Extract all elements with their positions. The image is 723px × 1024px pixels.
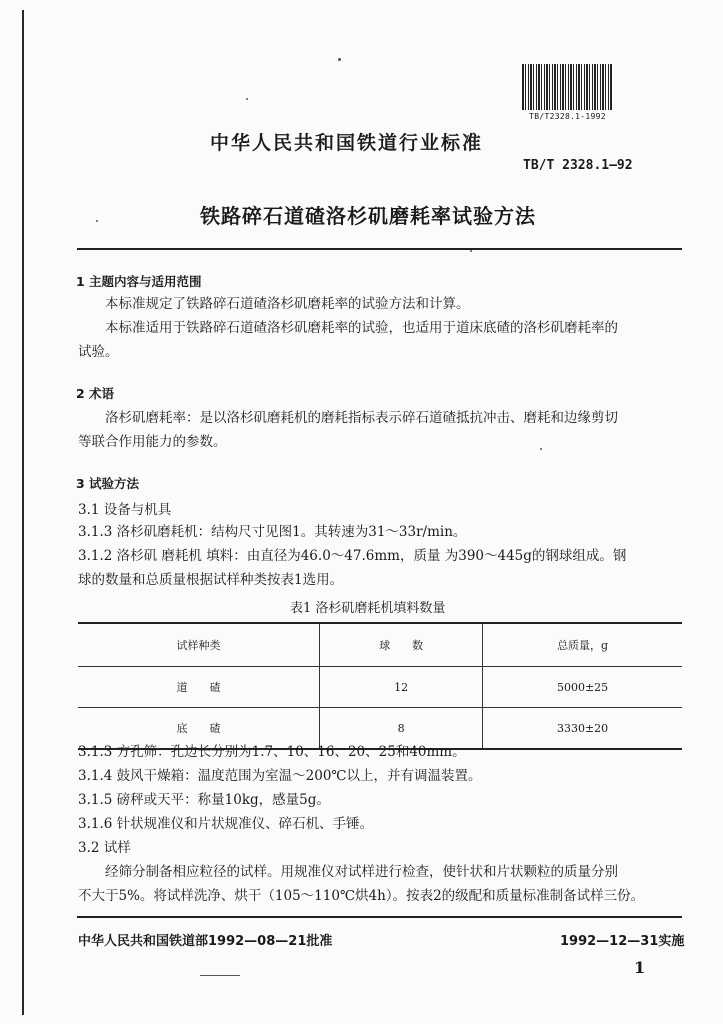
section-2-para-line-1: 洛杉矶磨耗率：是以洛杉矶磨耗机的磨耗指标表示碎石道碴抵抗冲击、磨耗和边缘剪切	[105, 410, 618, 426]
table-cell: 5000±25	[483, 667, 682, 708]
table-1	[78, 622, 682, 750]
scan-speck	[246, 98, 248, 100]
table-row	[78, 667, 682, 708]
issuing-organization: 中华人民共和国铁道行业标准	[210, 132, 484, 154]
table-header-row	[78, 623, 682, 667]
section-1-heading: 1 主题内容与适用范围	[76, 274, 202, 289]
clause-3-1-2-line-2: 球的数量和总质量根据试样种类按表1选用。	[78, 572, 344, 588]
section-1-para-2-line-2: 试验。	[78, 344, 119, 360]
scan-speck	[540, 448, 542, 450]
clause-3-1-5: 3.1.5 磅秤或天平：称量10kg，感量5g。	[78, 792, 330, 808]
table-cell: 8	[320, 708, 483, 750]
table-cell: 12	[320, 667, 483, 708]
title-divider	[77, 248, 682, 250]
table-header-sample-type: 试样种类	[78, 623, 320, 667]
section-2-heading: 2 术语	[76, 386, 115, 401]
clause-3-1-4: 3.1.4 鼓风干燥箱：温度范围为室温～200℃以上，并有调温装置。	[78, 768, 482, 784]
section-2-para-line-2: 等联合作用能力的参数。	[78, 434, 227, 450]
table-cell: 3330±20	[483, 708, 682, 750]
standard-number: TB/T 2328.1—92	[523, 158, 633, 173]
page-number: 1	[634, 958, 646, 977]
section-3-heading: 3 试验方法	[76, 476, 140, 491]
section-3-2-para-line-1: 经筛分制备相应粒径的试样。用规准仪对试样进行检查，使针状和片状颗粒的质量分别	[105, 864, 618, 880]
barcode-code: TB/T2328.1-1992	[529, 112, 606, 121]
clause-3-1-2-line-1: 3.1.2 洛杉矶 磨耗机 填料：由直径为46.0～47.6mm，质量 为390～445g的钢球组成。钢	[78, 548, 627, 564]
scan-speck	[96, 220, 98, 222]
document-title: 铁路碎石道碴洛杉矶磨耗率试验方法	[200, 204, 536, 228]
section-1-para-2-line-1: 本标准适用于铁路碎石道碴洛杉矶磨耗率的试验，也适用于道床底碴的洛杉矶磨耗率的	[105, 320, 618, 336]
clause-3-1-6: 3.1.6 针状规准仪和片状规准仪、碎石机、手锤。	[78, 816, 374, 832]
section-3-1-heading: 3.1 设备与机具	[78, 502, 172, 518]
effective-date: 1992—12—31实施	[560, 934, 685, 949]
barcode	[520, 64, 615, 120]
section-3-2-heading: 3.2 试样	[78, 840, 131, 856]
section-1-para-1: 本标准规定了铁路碎石道碴洛杉矶磨耗率的试验方法和计算。	[105, 296, 470, 312]
approval-date: 中华人民共和国铁道部1992—08—21批准	[78, 934, 333, 949]
section-3-2-para-line-2: 不大于5%。将试样洗净、烘干（105～110℃烘4h）。按表2的级配和质量标准制备试样三份。	[78, 888, 645, 904]
table-cell: 底 碴	[78, 708, 320, 750]
table-header-total-mass: 总质量，g	[483, 623, 682, 667]
table-cell: 道 碴	[78, 667, 320, 708]
table-1-caption: 表1 洛杉矶磨耗机填料数量	[290, 601, 446, 616]
barcode-bars	[522, 64, 613, 110]
clause-3-1-3: 3.1.3 方孔筛：孔边长分别为1.7、10、16、20、25和40mm。	[78, 744, 466, 760]
scan-speck	[470, 250, 472, 252]
scan-speck	[200, 975, 240, 976]
table-header-ball-count: 球 数	[320, 623, 483, 667]
footer-divider	[77, 916, 682, 918]
clause-3-1-1: 3.1.3 洛杉矶磨耗机：结构尺寸见图1。其转速为31～33r/min。	[78, 524, 467, 540]
scan-speck	[338, 58, 341, 61]
binding-margin-line	[22, 10, 24, 1015]
